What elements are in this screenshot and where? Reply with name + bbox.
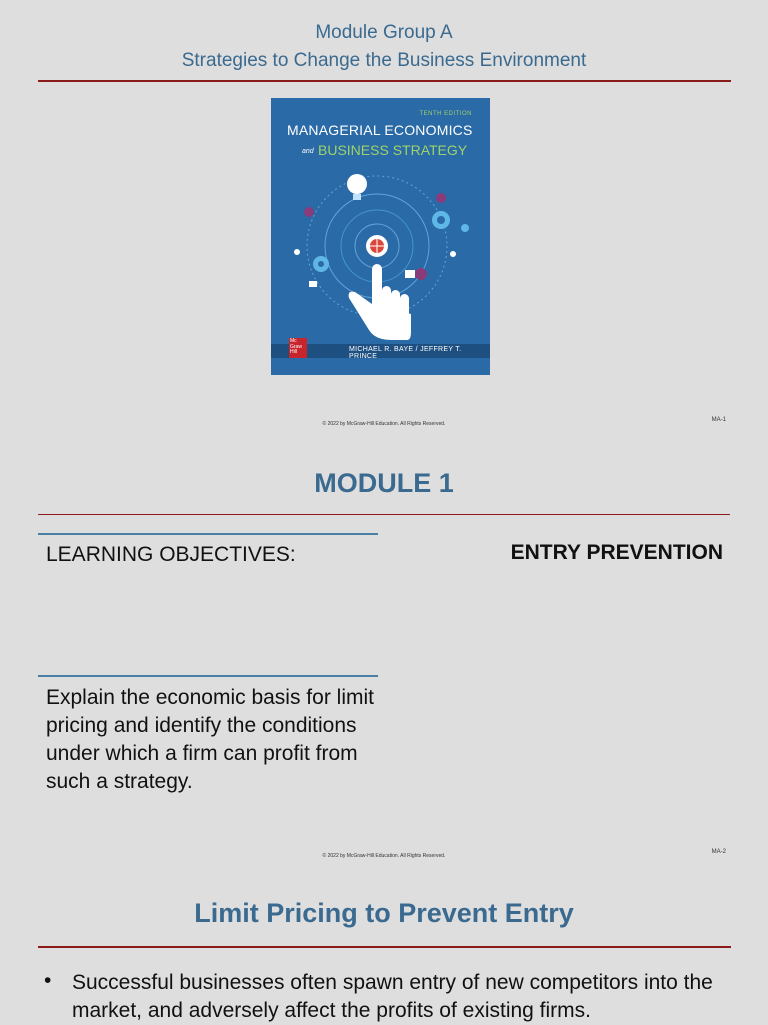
pointing-hand-icon <box>349 264 411 340</box>
slide-number: MA-1 <box>711 417 726 423</box>
slide-number: MA-2 <box>711 849 726 855</box>
slide-2 <box>0 432 768 864</box>
globe-icon <box>366 235 388 257</box>
slide-1 <box>0 0 768 432</box>
section-divider-bottom <box>38 675 378 677</box>
book-title-line1: MANAGERIAL ECONOMICS <box>287 122 473 138</box>
objective-text: Explain the economic basis for limit pricing and identify the conditions under which a firm can profit from such a strategy. <box>46 686 374 793</box>
slide-title-line1: Module Group A <box>315 22 453 43</box>
mcgraw-hill-logo: Mc Graw Hill <box>289 338 307 358</box>
title-divider <box>38 80 731 82</box>
title-divider <box>38 514 730 515</box>
slide-title-line2: Strategies to Change the Business Environment <box>181 50 587 71</box>
book-edition: TENTH EDITION <box>419 111 472 117</box>
copyright-notice: © 2022 by McGraw-Hill Education. All Rights Reserved. <box>322 421 446 427</box>
slide-title: Limit Pricing to Prevent Entry <box>194 898 574 928</box>
bullet-marker: • <box>44 969 52 992</box>
book-title-line2: BUSINESS STRATEGY <box>318 142 468 158</box>
section-divider-top <box>38 533 378 535</box>
learning-objectives-label: LEARNING OBJECTIVES: <box>46 543 296 566</box>
title-divider <box>38 946 731 948</box>
slide-3 <box>0 864 768 1024</box>
book-cover-illustration <box>281 164 481 342</box>
book-title-and: and <box>302 148 314 155</box>
book-authors: MICHAEL R. BAYE / JEFFREY T. PRINCE <box>349 346 462 360</box>
book-cover-image <box>271 98 490 375</box>
copyright-notice: © 2022 by McGraw-Hill Education. All Rights Reserved. <box>322 853 446 859</box>
bullet-text: Successful businesses often spawn entry of new competitors into the market, and adversely affect the profits of existing firms. <box>72 971 713 1022</box>
slide-title: MODULE 1 <box>314 468 454 498</box>
topic-heading: ENTRY PREVENTION <box>510 541 723 564</box>
